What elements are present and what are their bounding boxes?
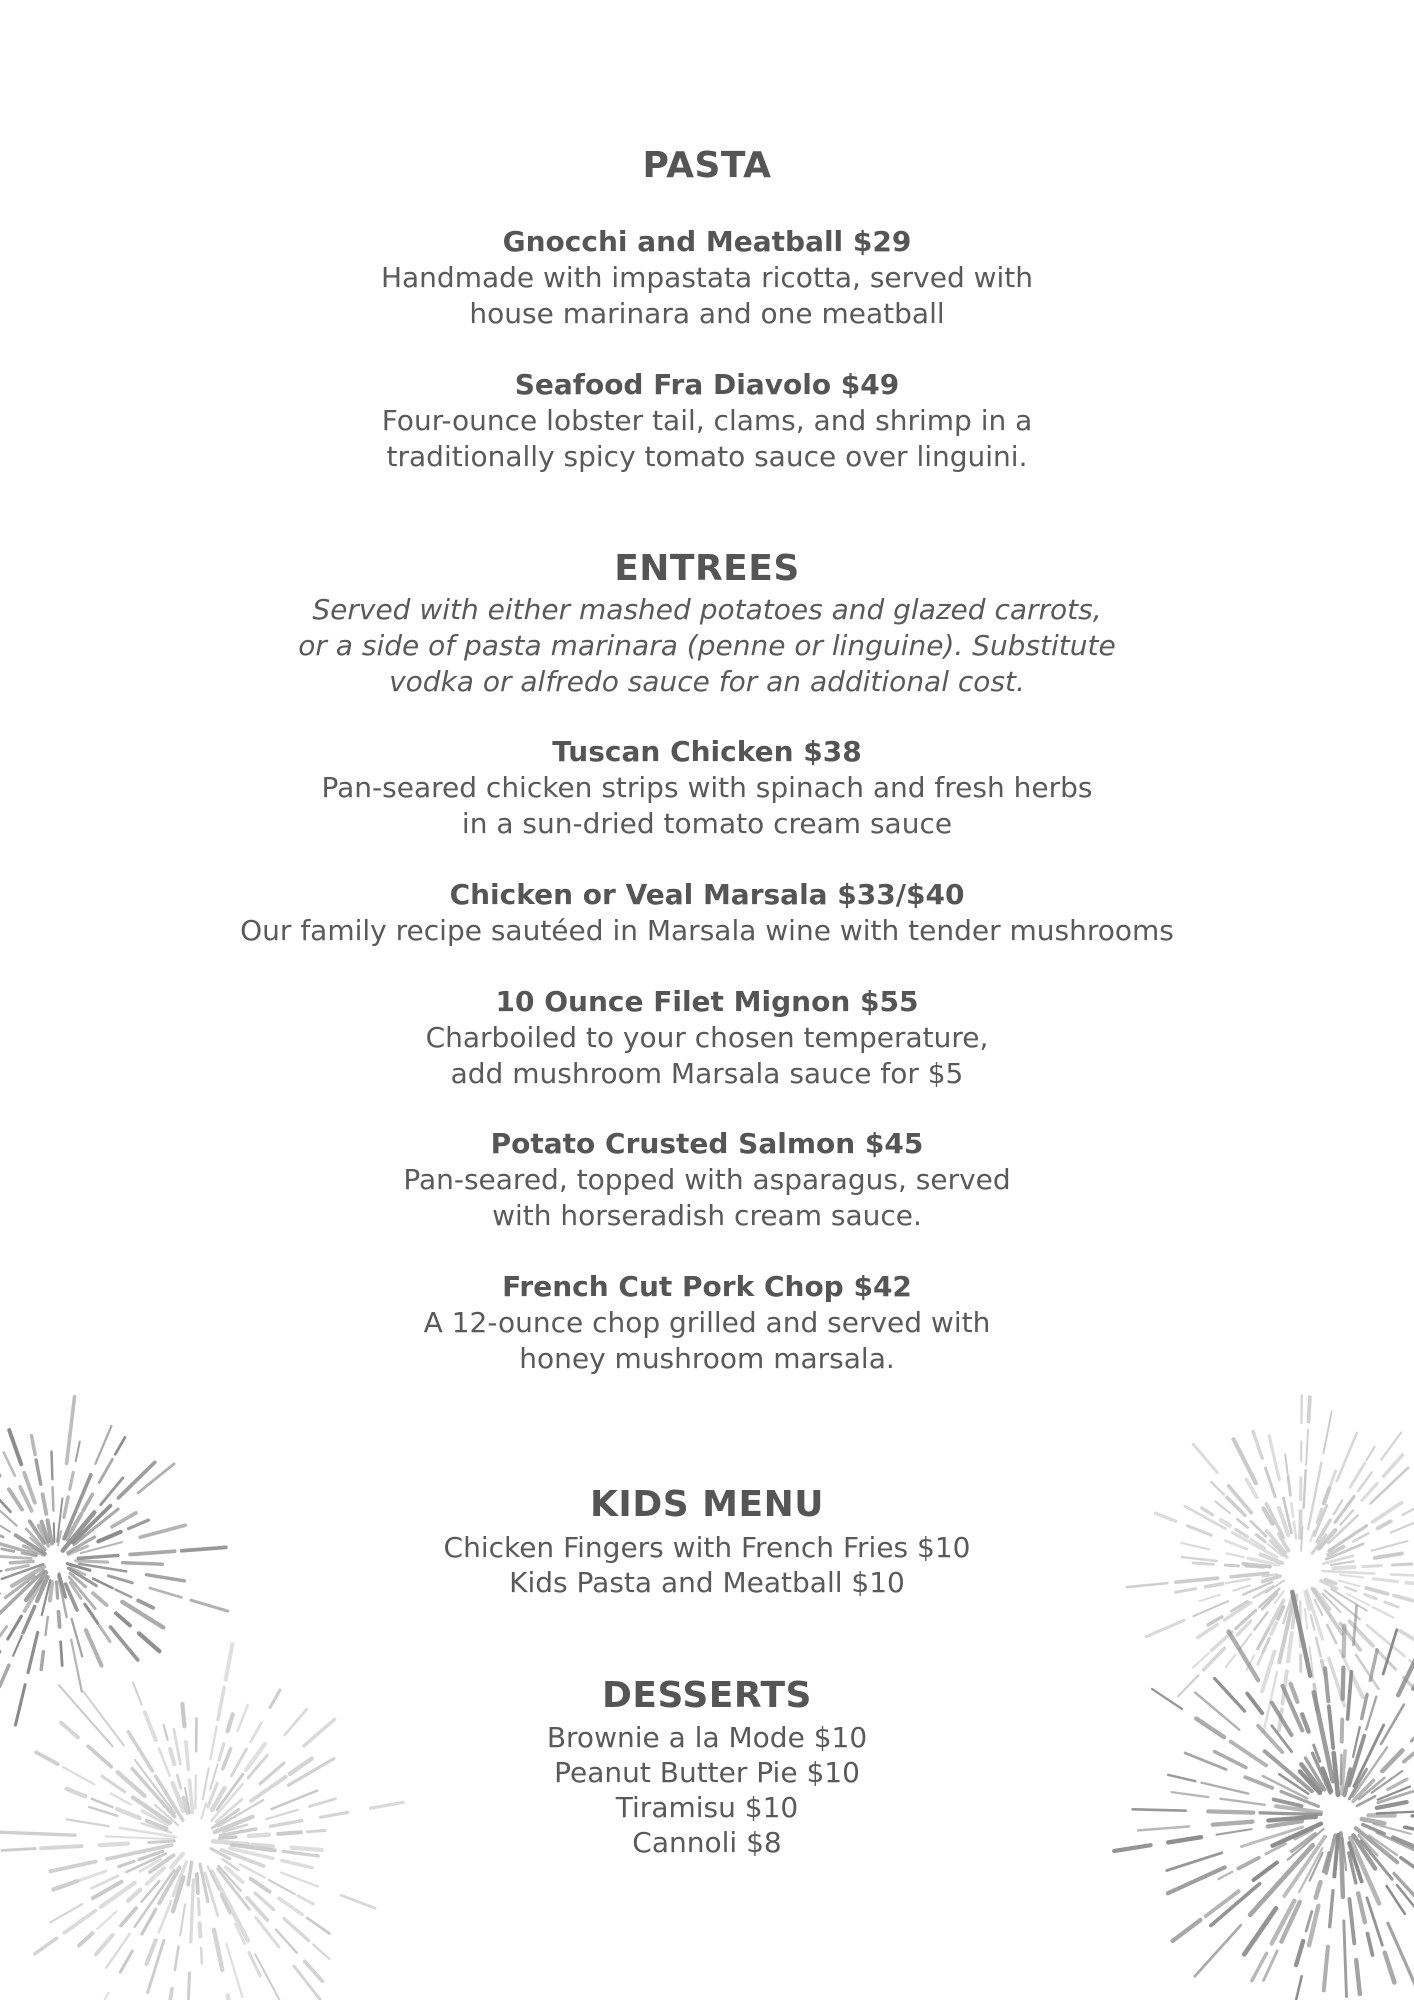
firework-ray	[115, 1437, 125, 1454]
firework-ray	[1394, 1874, 1414, 1908]
firework-ray	[1354, 1606, 1357, 1645]
firework-ray	[1208, 1617, 1222, 1625]
firework-ray	[46, 1617, 48, 1635]
firework-ray	[122, 1602, 163, 1628]
entrees-note	[0, 592, 1414, 700]
firework-ray	[197, 1874, 198, 1893]
firework-ray	[205, 1873, 218, 1916]
firework-ray	[1271, 1623, 1276, 1634]
firework-ray	[1279, 1598, 1294, 1663]
firework-ray	[59, 1612, 60, 1627]
item-description: add mushroom Marsala sauce for $5	[450, 1057, 964, 1090]
firework-ray	[191, 1600, 228, 1611]
firework-ray	[1252, 1953, 1267, 1980]
firework-ray	[0, 1627, 7, 1655]
list-item: Peanut Butter Pie $10	[554, 1756, 860, 1789]
firework-ray	[1323, 1412, 1331, 1453]
firework-ray	[1306, 1429, 1308, 1465]
firework-ray	[1263, 1639, 1269, 1653]
firework-ray	[1211, 1884, 1260, 1926]
firework-ray	[142, 1881, 160, 1902]
firework-ray	[226, 1867, 243, 1882]
firework-ray	[61, 1642, 63, 1666]
firework-ray	[1253, 1431, 1262, 1458]
firework-ray	[32, 1436, 36, 1455]
menu-item	[0, 367, 1414, 475]
item-name: Chicken or Veal Marsala $33/$40	[449, 878, 965, 911]
firework-ray	[53, 1881, 77, 1889]
firework-ray	[222, 1859, 238, 1870]
section-title-pasta: PASTA	[642, 145, 772, 186]
section-title-kids-menu: KIDS MENU	[590, 1484, 824, 1525]
firework-ray	[1292, 1592, 1310, 1676]
firework-ray	[187, 1973, 189, 2000]
firework-ray	[1383, 1455, 1402, 1476]
firework-ray	[159, 1901, 171, 1932]
firework-ray	[1234, 1439, 1256, 1483]
firework-ray	[50, 1904, 82, 1922]
item-name: Seafood Fra Diavolo $49	[514, 368, 900, 401]
firework-ray	[1373, 1607, 1394, 1618]
menu-item	[0, 224, 1414, 332]
firework-ray	[72, 1619, 83, 1657]
firework-ray	[99, 1626, 110, 1642]
firework-ray	[111, 1627, 138, 1660]
firework-ray	[1367, 1898, 1382, 1945]
firework-ray	[1193, 1653, 1209, 1668]
list-item: Kids Pasta and Meatball $10	[509, 1566, 905, 1599]
firework-ray	[1400, 1631, 1414, 1660]
firework-ray	[1341, 1624, 1361, 1650]
firework-ray	[1237, 1621, 1251, 1635]
firework-ray	[313, 1945, 329, 1960]
firework-ray	[1226, 1655, 1235, 1667]
firework-ray	[1254, 1862, 1278, 1880]
menu-item	[0, 877, 1414, 949]
firework-ray	[99, 1459, 112, 1482]
firework-ray	[1388, 1923, 1414, 1990]
firework-ray	[1330, 1891, 1333, 1927]
firework-ray	[1349, 1899, 1354, 1943]
firework-ray	[1316, 1882, 1321, 1898]
section-title-desserts: DESSERTS	[602, 1675, 812, 1716]
firework-ray	[116, 1613, 130, 1625]
firework-ray	[173, 1877, 184, 1911]
menu-item	[0, 1269, 1414, 1377]
firework-ray	[1340, 1650, 1351, 1672]
firework-ray	[1219, 1872, 1233, 1879]
firework-ray	[1229, 1632, 1259, 1681]
item-description: with horseradish cream sauce.	[492, 1199, 922, 1232]
list-item: Tiramisu $10	[615, 1791, 799, 1824]
firework-ray	[255, 1893, 274, 1909]
firework-ray	[1367, 1447, 1375, 1461]
item-name: Potato Crusted Salmon $45	[490, 1127, 924, 1160]
firework-ray	[249, 1953, 260, 1976]
firework-ray	[9, 1430, 21, 1464]
firework-ray	[1315, 1600, 1323, 1615]
firework-ray	[1204, 1648, 1225, 1670]
firework-ray	[1311, 1615, 1314, 1630]
firework-ray	[282, 1861, 313, 1868]
item-description: Charboiled to your chosen temperature,	[425, 1021, 989, 1054]
firework-ray	[1198, 1625, 1218, 1638]
firework-ray	[1239, 1634, 1251, 1650]
list-item: Cannoli $8	[632, 1826, 782, 1859]
firework-ray	[91, 1993, 109, 2000]
firework-ray	[1288, 1633, 1292, 1661]
firework-ray	[208, 1866, 219, 1889]
firework-ray	[1381, 1433, 1401, 1460]
firework-ray	[1212, 1632, 1233, 1651]
item-name: 10 Ounce Filet Mignon $55	[495, 985, 919, 1018]
firework-ray	[341, 1895, 375, 1908]
firework-ray	[1281, 1902, 1299, 1942]
section-title-entrees: ENTREES	[614, 548, 800, 589]
firework-ray	[1168, 1867, 1225, 1893]
firework-ray	[180, 1904, 185, 1935]
firework-ray	[201, 1948, 202, 1964]
kids-menu-list	[0, 1530, 1414, 1600]
firework-ray	[120, 1951, 132, 1972]
firework-ray	[1289, 1976, 1302, 2000]
firework-ray	[221, 1895, 230, 1913]
firework-ray	[1225, 1603, 1251, 1620]
firework-ray	[1309, 1397, 1310, 1421]
firework-ray	[135, 1870, 174, 1927]
firework-ray	[13, 1636, 22, 1656]
firework-ray	[175, 1947, 179, 1970]
firework-ray	[147, 1868, 165, 1884]
firework-ray	[1305, 1609, 1308, 1629]
firework-ray	[1337, 1433, 1357, 1481]
item-name: Tuscan Chicken $38	[552, 735, 862, 768]
firework-ray	[1296, 1941, 1303, 1965]
firework-ray	[1231, 1601, 1247, 1611]
firework-ray	[1236, 1610, 1256, 1628]
firework-ray	[1146, 1620, 1184, 1636]
firework-ray	[36, 1460, 41, 1484]
firework-ray	[281, 1873, 318, 1887]
firework-ray	[1324, 1947, 1328, 1991]
firework-ray	[251, 1879, 270, 1892]
firework-ray	[1401, 1858, 1414, 1876]
firework-ray	[1397, 1885, 1414, 1924]
firework-ray	[1306, 1912, 1312, 1932]
firework-ray	[198, 1899, 199, 1915]
firework-ray	[188, 1862, 192, 1885]
firework-ray	[200, 1923, 201, 1936]
firework-ray	[28, 1632, 38, 1672]
item-description: A 12-ounce chop grilled and served with	[423, 1306, 991, 1339]
firework-ray	[191, 1880, 194, 1942]
list-item: Brownie a la Mode $10	[546, 1721, 868, 1754]
firework-ray	[97, 1912, 116, 1929]
firework-ray	[96, 1935, 113, 1954]
item-description: in a sun-dried tomato cream sauce	[461, 807, 953, 840]
firework-ray	[1173, 1920, 1201, 1941]
firework-ray	[279, 1898, 302, 1914]
firework-ray	[1358, 1893, 1365, 1922]
item-name: Gnocchi and Meatball $29	[502, 225, 912, 258]
firework-ray	[1385, 1602, 1398, 1607]
firework-ray	[86, 1630, 102, 1665]
note-line: Served with either mashed potatoes and glazed carrots,	[312, 593, 1102, 626]
firework-ray	[212, 1872, 248, 1941]
firework-ray	[76, 1442, 80, 1462]
firework-ray	[140, 1860, 161, 1872]
firework-ray	[35, 1938, 57, 1954]
firework-ray	[219, 1866, 241, 1891]
firework-ray	[1383, 1630, 1397, 1674]
firework-ray	[65, 1911, 96, 1933]
firework-ray	[67, 1397, 75, 1464]
firework-ray	[1193, 1444, 1217, 1472]
firework-ray	[139, 1633, 159, 1651]
firework-ray	[1244, 1908, 1276, 1954]
firework-ray	[1377, 1650, 1396, 1670]
firework-ray	[218, 1869, 250, 1909]
note-line: vodka or alfredo sauce for an additional cost.	[389, 665, 1025, 698]
firework-ray	[80, 1871, 105, 1880]
firework-ray	[1247, 1655, 1255, 1670]
item-name: French Cut Pork Chop $42	[502, 1270, 912, 1303]
desserts-list	[0, 1720, 1414, 1860]
firework-ray	[168, 1989, 172, 2000]
firework-ray	[240, 1864, 265, 1877]
firework-ray	[256, 1918, 279, 1947]
firework-ray	[119, 1861, 134, 1866]
firework-ray	[226, 1944, 242, 1997]
firework-ray	[52, 1452, 53, 1480]
item-description: house marinara and one meatball	[469, 297, 945, 330]
firework-ray	[1309, 1906, 1318, 1945]
firework-ray	[93, 1882, 122, 1898]
item-description: honey mushroom marsala.	[519, 1342, 895, 1375]
firework-ray	[1269, 1436, 1279, 1480]
firework-ray	[228, 1995, 240, 2000]
firework-ray	[173, 1862, 186, 1895]
firework-ray	[1316, 1638, 1320, 1657]
firework-ray	[1367, 1625, 1405, 1656]
firework-ray	[91, 1876, 118, 1888]
firework-ray	[1344, 1921, 1347, 1997]
firework-ray	[298, 1896, 313, 1904]
firework-ray	[276, 1930, 297, 1953]
item-description: Handmade with impastata ricotta, served with	[380, 261, 1034, 294]
note-line: or a side of pasta marinara (penne or linguine). Substitute	[298, 629, 1116, 662]
firework-ray	[1387, 1886, 1405, 1914]
item-description: traditionally spicy tomato sauce over linguini.	[386, 440, 1028, 473]
firework-ray	[1327, 1625, 1336, 1643]
firework-ray	[146, 1940, 155, 1964]
firework-ray	[148, 1940, 164, 1992]
firework-ray	[1264, 1951, 1278, 1981]
firework-ray	[85, 1604, 98, 1623]
firework-ray	[8, 1616, 22, 1639]
firework-ray	[95, 1426, 111, 1464]
item-description: Pan-seared, topped with asparagus, served	[403, 1163, 1011, 1196]
firework-ray	[255, 1954, 279, 2000]
item-description: Four-ounce lobster tail, clams, and shrimp in a	[381, 404, 1033, 437]
firework-ray	[307, 1918, 329, 1934]
firework-ray	[284, 1919, 309, 1941]
firework-ray	[1194, 1601, 1229, 1616]
item-description: Our family recipe sautéed in Marsala wine with tender mushrooms	[240, 914, 1174, 947]
firework-ray	[294, 1966, 321, 2000]
firework-ray	[1258, 1655, 1262, 1665]
firework-ray	[1272, 1901, 1295, 1944]
firework-ray	[214, 1930, 222, 1970]
firework-ray	[1285, 1455, 1287, 1474]
menu-item	[0, 734, 1414, 842]
firework-ray	[235, 1924, 245, 1944]
firework-ray	[1278, 1607, 1283, 1619]
firework-ray	[106, 1934, 129, 1968]
firework-ray	[1254, 1613, 1267, 1630]
firework-ray	[200, 1864, 208, 1902]
firework-ray	[1368, 1934, 1373, 1956]
firework-ray	[159, 1868, 179, 1904]
firework-ray	[269, 1880, 295, 1894]
firework-ray	[1258, 1628, 1269, 1649]
firework-ray	[247, 1898, 267, 1920]
item-description: Pan-seared chicken strips with spinach and fresh herbs	[321, 771, 1093, 804]
firework-ray	[1206, 1891, 1239, 1916]
firework-ray	[142, 1909, 156, 1934]
menu-item	[0, 984, 1414, 1092]
firework-ray	[4, 1453, 15, 1476]
firework-ray	[121, 1908, 136, 1926]
firework-ray	[305, 1961, 323, 1981]
firework-ray	[101, 1883, 135, 1907]
firework-ray	[50, 1862, 95, 1872]
firework-ray	[138, 1601, 153, 1608]
menu-item	[0, 1126, 1414, 1234]
firework-ray	[23, 1607, 35, 1633]
firework-ray	[1271, 1601, 1284, 1626]
firework-ray	[1350, 1621, 1373, 1645]
firework-ray	[41, 1652, 43, 1670]
firework-ray	[1195, 1925, 1241, 1976]
firework-ray	[79, 1933, 93, 1945]
firework-ray	[128, 1890, 140, 1901]
list-item: Chicken Fingers with French Fries $10	[443, 1531, 971, 1564]
firework-ray	[1344, 1626, 1345, 1656]
firework-ray	[1356, 1960, 1360, 1994]
firework-ray	[1385, 1953, 1395, 1983]
